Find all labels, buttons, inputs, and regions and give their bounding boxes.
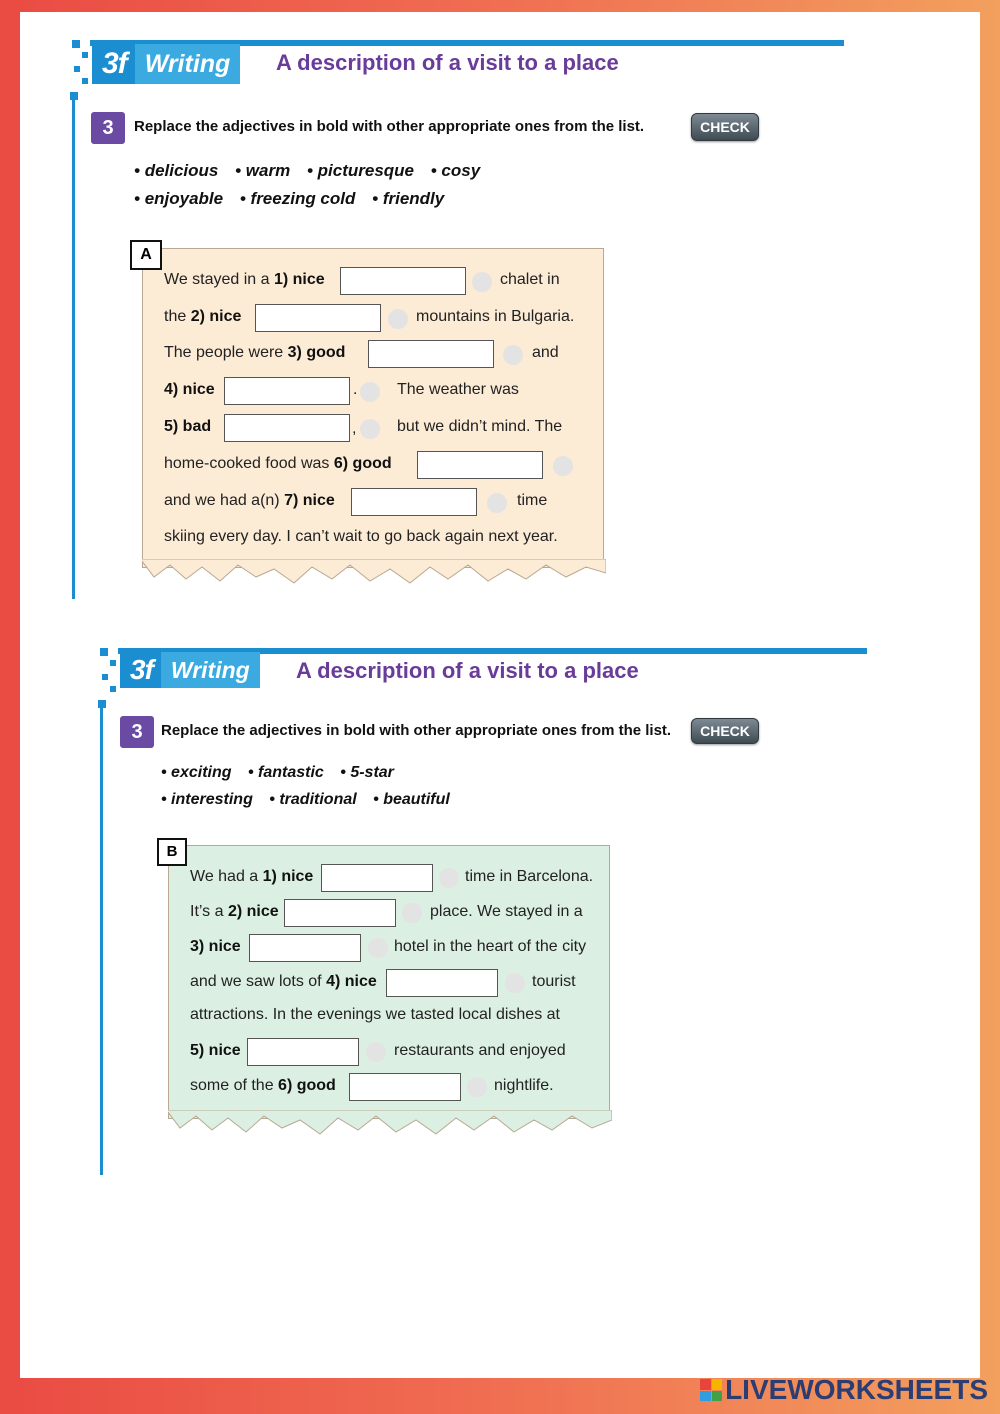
answer-status-icon (467, 1077, 487, 1097)
word-option: warm (245, 161, 291, 180)
text-line: but we didn’t mind. The (397, 418, 563, 435)
word-list-row: • delicious • warm • picturesque • cosy (134, 161, 481, 180)
word-option: friendly (382, 189, 445, 208)
answer-input[interactable] (321, 864, 433, 892)
unit-number: 3f (130, 654, 153, 685)
text-line: 5) bad (164, 418, 212, 435)
answer-status-icon (505, 973, 525, 993)
word-option: freezing cold (250, 189, 356, 208)
text-line: tourist (532, 973, 576, 990)
text-line: attractions. In the evenings we tasted local dishes at (190, 1006, 560, 1023)
answer-status-icon (402, 903, 422, 923)
text-line: 5) nice (190, 1042, 241, 1059)
unit-number: 3f (102, 47, 127, 80)
box-letter: A (130, 240, 162, 270)
text-line: the 2) nice (164, 308, 242, 325)
text-line: skiing every day. I can’t wait to go back again next year. (164, 528, 558, 545)
answer-status-icon (366, 1042, 386, 1062)
word-option: 5-star (350, 764, 394, 781)
liveworksheets-logo[interactable] (700, 1374, 988, 1406)
answer-input[interactable] (349, 1073, 461, 1101)
unit-label: Writing (161, 652, 260, 688)
text-line: The people were 3) good (164, 344, 346, 361)
page-title: A description of a visit to a place (276, 50, 619, 75)
check-button[interactable]: CHECK (691, 113, 759, 141)
text-line: It’s a 2) nice (190, 903, 279, 920)
word-option: picturesque (317, 161, 414, 180)
word-list-row: • exciting • fantastic • 5-star (161, 764, 394, 781)
check-button[interactable]: CHECK (691, 718, 759, 744)
unit-badge (120, 652, 260, 688)
word-option: traditional (279, 791, 357, 808)
word-list-row: • interesting • traditional • beautiful (161, 791, 450, 808)
word-option: delicious (144, 161, 219, 180)
answer-input[interactable] (249, 934, 361, 962)
exercise-number: 3 (91, 112, 125, 144)
text-line: nightlife. (494, 1077, 554, 1094)
word-option: exciting (171, 764, 232, 781)
box-letter: B (157, 838, 187, 866)
text-line: time (517, 492, 548, 509)
margin-rule (100, 700, 103, 1175)
page-title: A description of a visit to a place (296, 658, 639, 683)
answer-input[interactable] (247, 1038, 359, 1066)
answer-input[interactable] (284, 899, 396, 927)
text-line: time in Barcelona. (465, 868, 594, 885)
text-line: restaurants and enjoyed (394, 1042, 566, 1059)
punctuation: . (353, 381, 358, 398)
word-option: interesting (171, 791, 253, 808)
text-line: and we had a(n) 7) nice (164, 492, 335, 509)
exercise-number: 3 (120, 716, 154, 748)
instruction-text: Replace the adjectives in bold with other appropriate ones from the list. (161, 722, 672, 739)
text-line: The weather was (397, 381, 519, 398)
text-line: chalet in (500, 271, 560, 288)
text-line: 3) nice (190, 938, 241, 955)
text-line: some of the 6) good (190, 1077, 336, 1094)
word-option: cosy (441, 161, 481, 180)
text-line: We had a 1) nice (190, 868, 314, 885)
text-line: mountains in Bulgaria. (416, 308, 575, 325)
punctuation: , (352, 420, 357, 437)
word-option: fantastic (258, 764, 324, 781)
brand-logo-icon (700, 1379, 722, 1401)
word-list-row: • enjoyable • freezing cold • friendly (134, 189, 445, 208)
torn-edge (168, 1110, 612, 1140)
text-line: We stayed in a 1) nice (164, 271, 325, 288)
word-option: enjoyable (144, 189, 224, 208)
answer-status-icon (368, 938, 388, 958)
text-line: 4) nice (164, 381, 215, 398)
word-option: beautiful (383, 791, 450, 808)
unit-label: Writing (135, 44, 241, 84)
text-line: home-cooked food was 6) good (164, 455, 392, 472)
text-line: place. We stayed in a (430, 903, 583, 920)
answer-status-icon (439, 868, 459, 888)
text-line: hotel in the heart of the city (394, 938, 587, 955)
text-line: and we saw lots of 4) nice (190, 973, 377, 990)
brand-name: LIVEWORKSHEETS (725, 1374, 988, 1405)
answer-input[interactable] (386, 969, 498, 997)
text-line: and (532, 344, 559, 361)
word-list (161, 759, 462, 813)
instruction-text: Replace the adjectives in bold with other appropriate ones from the list. (134, 118, 645, 135)
